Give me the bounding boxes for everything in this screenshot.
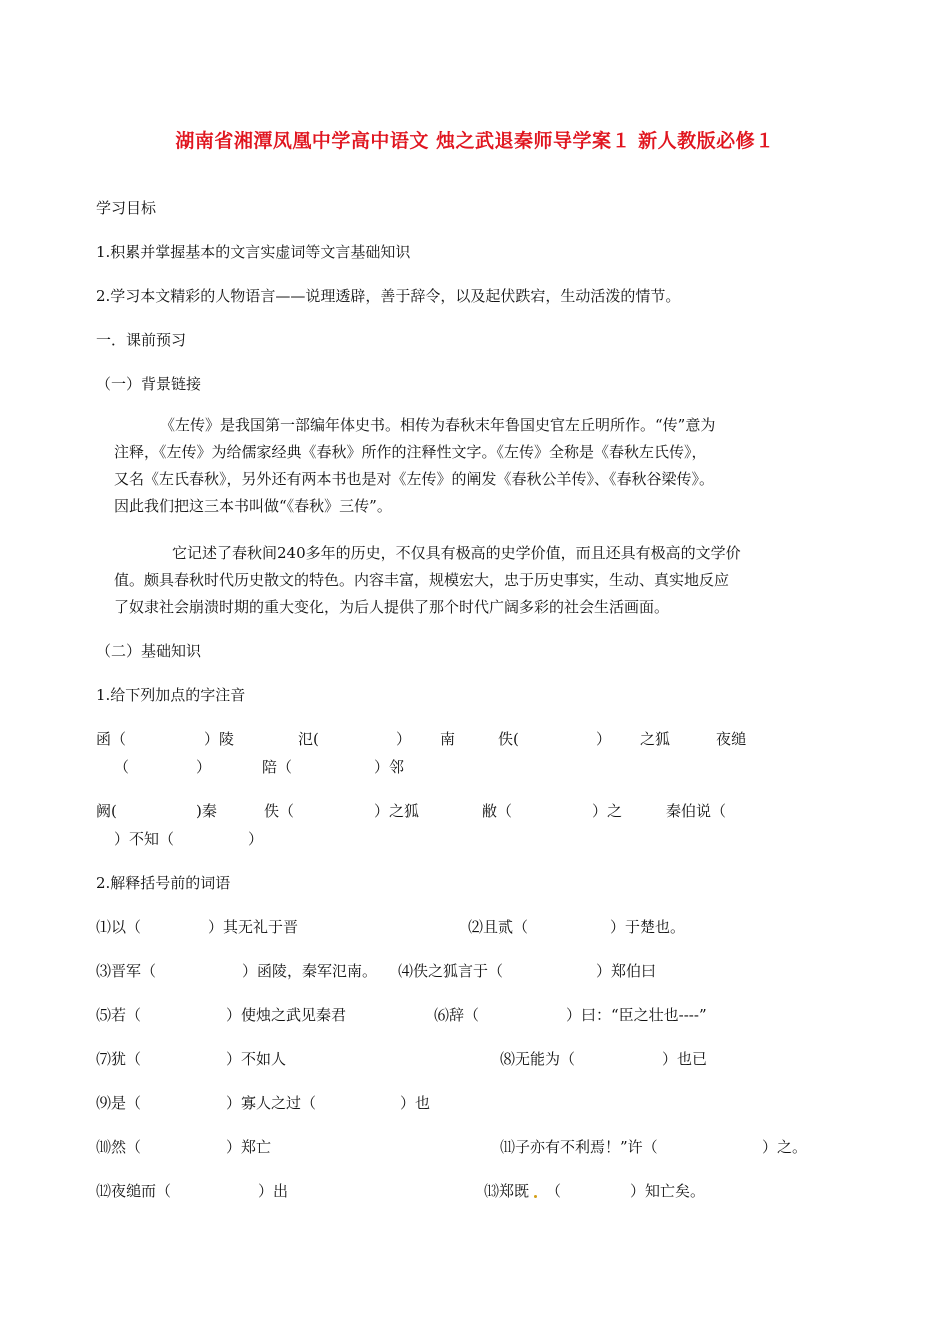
q2-cell: （: [546, 1182, 562, 1200]
q1-cell: 秦伯说（: [666, 802, 727, 820]
q1-cell: 之狐: [640, 730, 671, 748]
q1-cell: ）陵: [204, 730, 235, 748]
q2-cell: ）曰：“臣之壮也----”: [566, 1006, 707, 1024]
q1-cell: ）之: [592, 802, 623, 820]
q2-cell: ）也已: [662, 1050, 708, 1068]
q2-cell: ）郑亡: [226, 1138, 272, 1156]
q1-cell: ）: [196, 758, 212, 776]
q2-cell: ⑻无能为（: [500, 1050, 576, 1068]
q2-cell: ）寡人之过（: [226, 1094, 317, 1112]
q2-cell: ）知亡矣。: [630, 1182, 706, 1200]
q2-cell: ⒀郑既: [484, 1182, 530, 1200]
q1-cell: 敝（: [482, 802, 513, 820]
q1-cell: ）: [248, 830, 264, 848]
objective-item-2: 2.学习本文精彩的人物语言——说理透辟，善于辞令，以及起伏跌宕，生动活泼的情节。: [96, 287, 681, 305]
q1-cell: ）: [596, 730, 612, 748]
q2-cell: ⑶晋军（: [96, 962, 157, 980]
question-2-heading: 2.解释括号前的词语: [96, 874, 231, 892]
q1-cell: 陪（: [262, 758, 293, 776]
q2-cell: ）其无礼于晋: [208, 918, 299, 936]
question-1-heading: 1.给下列加点的字注音: [96, 686, 246, 704]
background-para1-line1: 《左传》是我国第一部编年体史书。相传为春秋末年鲁国史官左丘明所作。“传”意为: [160, 416, 716, 434]
q2-cell: ⑽然（: [96, 1138, 142, 1156]
section-heading-preview: 一．课前预习: [96, 331, 187, 349]
q1-cell: 佚（: [264, 802, 295, 820]
q1-cell: 南: [440, 730, 456, 748]
background-para1-line2: 注释，《左传》为给儒家经典《春秋》所作的注释性文字。《左传》全称是《春秋左氏传》，: [114, 443, 707, 461]
emphasis-dot: [534, 1195, 537, 1198]
q1-cell: )秦: [196, 802, 217, 820]
objective-item-1: 1.积累并掌握基本的文言实虚词等文言基础知识: [96, 243, 411, 261]
q1-cell: ）: [396, 730, 412, 748]
background-para1-line4: 因此我们把这三本书叫做“《春秋》三传”。: [114, 497, 392, 515]
background-para2-line1: 它记述了春秋间240多年的历史，不仅具有极高的史学价值，而且还具有极高的文学价: [172, 544, 741, 562]
q2-cell: ）也: [400, 1094, 431, 1112]
q2-cell: ⑼是（: [96, 1094, 142, 1112]
q2-cell: ）于楚也。: [610, 918, 686, 936]
q1-cell: 函（: [96, 730, 127, 748]
background-para1-line3: 又名《左氏春秋》，另外还有两本书也是对《左传》的阐发《春秋公羊传》、《春秋谷梁传》。: [114, 470, 715, 488]
document-title: 湖南省湘潭凤凰中学高中语文 烛之武退秦师导学案１ 新人教版必修１: [175, 130, 775, 152]
q1-cell: 氾(: [298, 730, 319, 748]
q1-cell: ）邻: [374, 758, 405, 776]
q2-cell: ）郑伯曰: [596, 962, 657, 980]
q2-cell: ）函陵，秦军氾南。: [242, 962, 378, 980]
q1-cell: 夜缒: [716, 730, 747, 748]
background-para2-line2: 值。颇具春秋时代历史散文的特色。内容丰富，规模宏大，忠于历史事实，生动、真实地反应: [114, 571, 730, 589]
q2-cell: ）不如人: [226, 1050, 287, 1068]
q2-cell: ⑴以（: [96, 918, 142, 936]
q2-cell: ⑿夜缒而（: [96, 1182, 172, 1200]
q1-cell: 阙(: [96, 802, 117, 820]
objectives-heading: 学习目标: [96, 199, 157, 217]
q2-cell: ⑸若（: [96, 1006, 142, 1024]
q1-cell: 佚(: [498, 730, 519, 748]
background-para2-line3: 了奴隶社会崩溃时期的重大变化，为后人提供了那个时代广阔多彩的社会生活画面。: [114, 598, 670, 616]
q1-cell: ）之狐: [374, 802, 420, 820]
q2-cell: ⑵且贰（: [468, 918, 529, 936]
q2-cell: ）出: [258, 1182, 289, 1200]
q2-cell: ⑹辞（: [434, 1006, 480, 1024]
q2-cell: ⑾子亦有不利焉！”许（: [500, 1138, 658, 1156]
subsection-heading-basics: （二）基础知识: [96, 642, 202, 660]
q2-cell: ⑺犹（: [96, 1050, 142, 1068]
q2-cell: ）使烛之武见秦君: [226, 1006, 347, 1024]
subsection-heading-background: （一）背景链接: [96, 375, 202, 393]
q2-cell: ⑷佚之狐言于（: [398, 962, 504, 980]
q1-cell: （: [114, 758, 130, 776]
q2-cell: ）之。: [762, 1138, 808, 1156]
q1-cell: ）不知（: [114, 830, 175, 848]
